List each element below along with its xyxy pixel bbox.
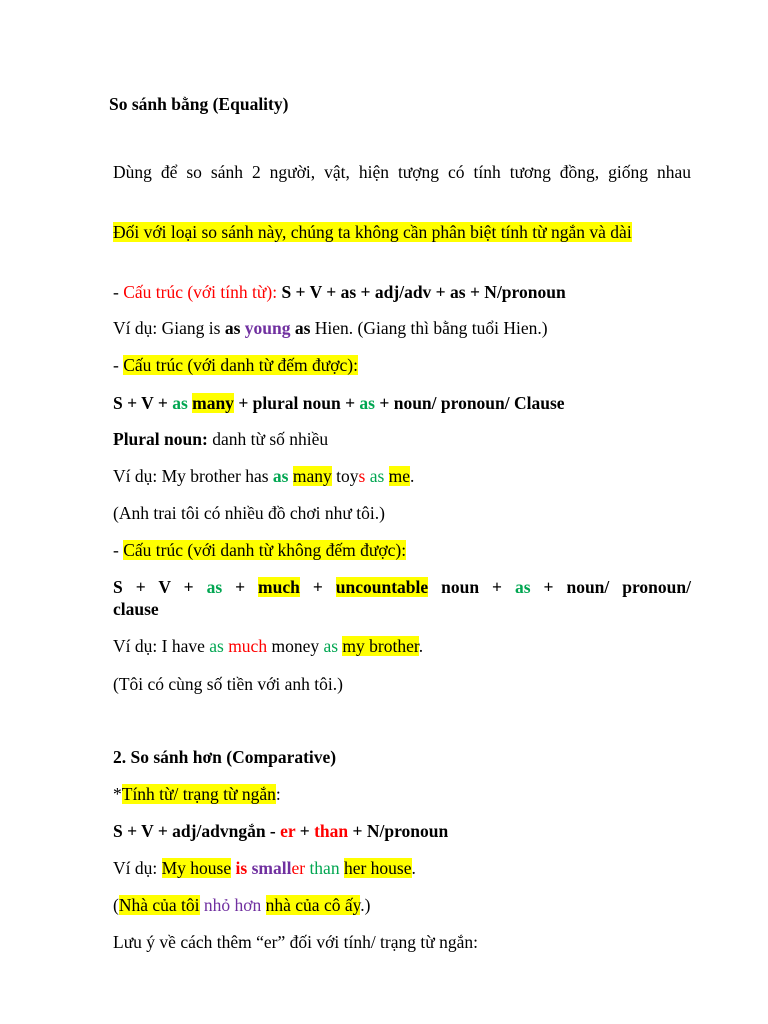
formula-part: + plural noun + <box>233 393 360 413</box>
example-text: Ví dụ: Giang is <box>113 318 225 338</box>
formula: S + V + as + adj/adv + as + N/pronoun <box>281 282 566 302</box>
equality-note <box>113 221 691 243</box>
comparative-note: Lưu ý về cách thêm “er” đối với tính/ trạng từ ngắn: <box>113 932 478 952</box>
keyword-than: than <box>309 858 340 878</box>
equality-intro: Dùng để so sánh 2 người, vật, hiện tượng có tính tương đồng, giống nhau <box>113 162 691 182</box>
space <box>261 895 265 915</box>
formula-comparative <box>113 820 691 842</box>
space <box>384 466 388 486</box>
keyword-many: many <box>192 393 234 413</box>
structure-uncountable <box>113 539 691 561</box>
phrase-her-house: nhà của cô ấy <box>265 895 361 915</box>
example-countable-translation: (Anh trai tôi có nhiều đồ chơi như tôi.) <box>113 503 385 523</box>
example-countable <box>113 465 691 487</box>
keyword-as: as <box>206 577 223 597</box>
section-title-comparative: 2. So sánh hơn (Comparative) <box>113 747 337 767</box>
short-label: Tính từ/ trạng từ ngắn <box>121 784 276 804</box>
example-adjective <box>113 317 691 339</box>
keyword-much: much <box>258 577 300 597</box>
keyword-me: me <box>388 466 411 486</box>
keyword-as: as <box>224 318 241 338</box>
section-title-equality: So sánh bằng (Equality) <box>109 94 289 114</box>
formula-uncountable <box>113 576 691 598</box>
formula-part: + noun/ pronoun/ Clause <box>374 393 565 413</box>
paren-close: .) <box>360 895 371 915</box>
example-text: Hien. (Giang thì bằng tuổi Hien.) <box>310 318 548 338</box>
formula-part: S + V + <box>113 393 173 413</box>
keyword-small: small <box>251 858 292 878</box>
formula-part: S + V + adj/advngắn - <box>113 821 281 841</box>
definition: danh từ số nhiều <box>207 429 329 449</box>
structure-label: Cấu trúc (với tính từ): <box>123 282 282 302</box>
period: . <box>418 636 424 656</box>
formula-part: + N/pronoun <box>348 821 449 841</box>
keyword-as: as <box>209 636 224 656</box>
formula-uncountable-continued: clause <box>113 599 159 619</box>
highlighted-note: Đối với loại so sánh này, chúng ta không cần phân biệt tính từ ngắn và dài <box>113 222 632 242</box>
structure-label: Cấu trúc (với danh từ đếm được): <box>123 355 358 375</box>
example-comparative <box>113 857 691 879</box>
keyword-is: is <box>235 858 248 878</box>
formula-part: + <box>222 577 259 597</box>
paren-open: ( <box>113 895 119 915</box>
keyword-my-brother: my brother <box>342 636 419 656</box>
structure-countable <box>113 354 691 376</box>
keyword-than: than <box>314 821 349 841</box>
keyword-as: as <box>359 393 375 413</box>
structure-label: Cấu trúc (với danh từ không đếm được): <box>123 540 407 560</box>
term: Plural noun: <box>113 429 208 449</box>
example-uncountable <box>113 635 691 657</box>
short-adjective-label <box>113 783 691 805</box>
example-uncountable-translation: (Tôi có cùng số tiền với anh tôi.) <box>113 674 343 694</box>
formula-part: + <box>299 577 336 597</box>
colon: : <box>275 784 281 804</box>
dash: - <box>113 540 124 560</box>
example-text: Ví dụ: <box>113 858 162 878</box>
phrase-my-house: Nhà của tôi <box>118 895 200 915</box>
keyword-her-house: her house <box>343 858 412 878</box>
example-text: money <box>267 636 324 656</box>
keyword-my-house: My house <box>161 858 232 878</box>
keyword-young: young <box>244 318 291 338</box>
dash: - <box>113 282 124 302</box>
formula-part: S + V + <box>113 577 207 597</box>
phrase-smaller: nhỏ hơn <box>203 895 262 915</box>
example-text: Ví dụ: I have <box>113 636 210 656</box>
example-comparative-translation <box>113 894 691 916</box>
formula-part: + noun/ pronoun/ <box>530 577 691 597</box>
example-text: Ví dụ: My brother has <box>113 466 273 486</box>
plural-noun-definition <box>113 428 691 450</box>
keyword-as: as <box>369 466 385 486</box>
keyword-as: as <box>172 393 188 413</box>
keyword-uncountable: uncountable <box>335 577 429 597</box>
plural-suffix: s <box>358 466 366 486</box>
keyword-er: er <box>280 821 296 841</box>
structure-adjective <box>113 281 691 303</box>
period: . <box>410 466 415 486</box>
keyword-as: as <box>515 577 531 597</box>
keyword-many: many <box>292 466 332 486</box>
formula-countable <box>113 392 691 414</box>
keyword-as: as <box>294 318 311 338</box>
example-text: toy <box>331 466 359 486</box>
formula-part: noun + <box>428 577 515 597</box>
keyword-as: as <box>272 466 289 486</box>
keyword-er: er <box>291 858 306 878</box>
formula-part: + <box>295 821 315 841</box>
dash: - <box>113 355 124 375</box>
asterisk: * <box>113 784 122 804</box>
keyword-as: as <box>323 636 339 656</box>
period: . <box>411 858 416 878</box>
keyword-much: much <box>228 636 268 656</box>
